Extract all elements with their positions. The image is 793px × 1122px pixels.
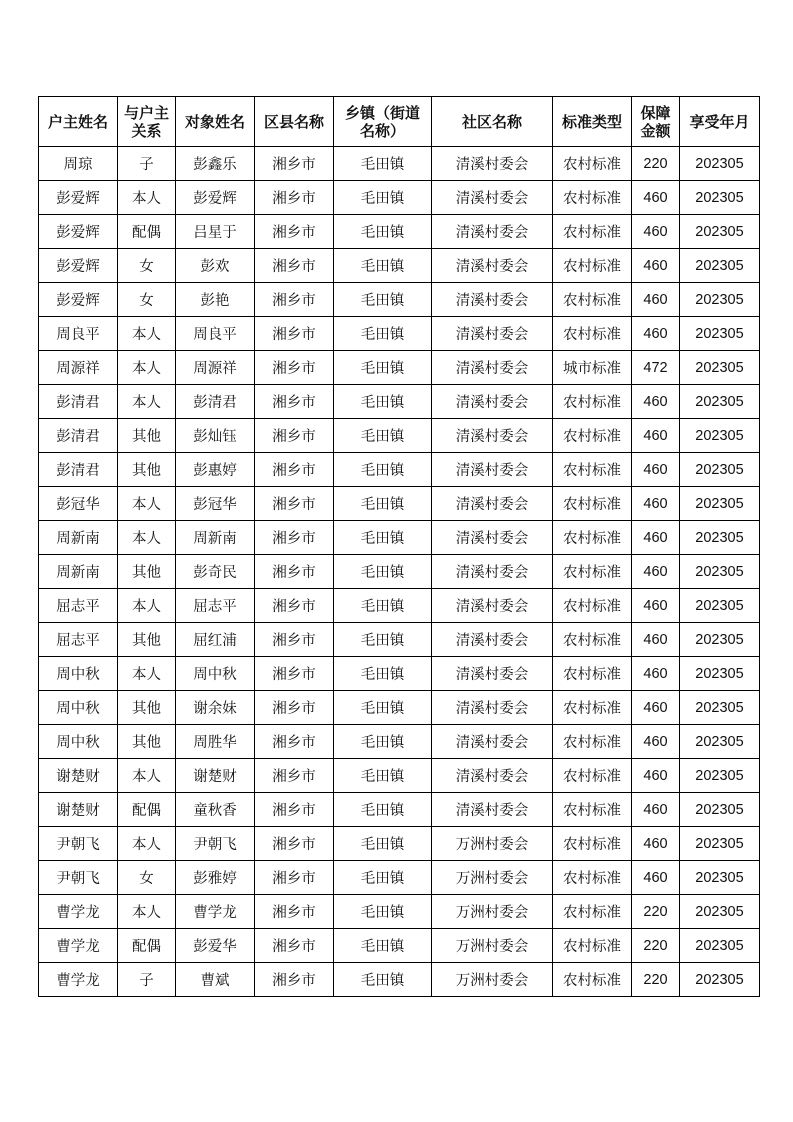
header-county-name [255, 97, 334, 147]
table-row [39, 725, 760, 759]
cell-relationship: 其他 [118, 419, 176, 453]
cell-county: 湘乡市 [255, 895, 334, 929]
cell-county: 湘乡市 [255, 623, 334, 657]
cell-benefit-month: 202305 [680, 215, 760, 249]
cell-allowance-amount: 460 [632, 759, 680, 793]
cell-benefit-month: 202305 [680, 963, 760, 997]
cell-county: 湘乡市 [255, 555, 334, 589]
header-relationship [118, 97, 176, 147]
cell-township: 毛田镇 [334, 351, 432, 385]
cell-community: 万洲村委会 [432, 929, 553, 963]
cell-allowance-amount: 460 [632, 283, 680, 317]
cell-county: 湘乡市 [255, 419, 334, 453]
cell-recipient-name: 彭欢 [176, 249, 255, 283]
cell-recipient-name: 周源祥 [176, 351, 255, 385]
table-row [39, 657, 760, 691]
table-row [39, 963, 760, 997]
cell-county: 湘乡市 [255, 317, 334, 351]
table-row [39, 691, 760, 725]
cell-householder-name: 彭爱辉 [39, 215, 118, 249]
cell-township: 毛田镇 [334, 657, 432, 691]
cell-relationship: 其他 [118, 453, 176, 487]
cell-standard-type: 农村标准 [553, 759, 632, 793]
cell-county: 湘乡市 [255, 521, 334, 555]
cell-allowance-amount: 460 [632, 725, 680, 759]
cell-township: 毛田镇 [334, 759, 432, 793]
cell-county: 湘乡市 [255, 589, 334, 623]
cell-householder-name: 屈志平 [39, 589, 118, 623]
cell-standard-type: 农村标准 [553, 929, 632, 963]
cell-recipient-name: 曹斌 [176, 963, 255, 997]
table-row [39, 623, 760, 657]
cell-township: 毛田镇 [334, 691, 432, 725]
cell-standard-type: 农村标准 [553, 793, 632, 827]
cell-relationship: 其他 [118, 725, 176, 759]
cell-recipient-name: 周胜华 [176, 725, 255, 759]
cell-benefit-month: 202305 [680, 759, 760, 793]
cell-benefit-month: 202305 [680, 385, 760, 419]
cell-township: 毛田镇 [334, 725, 432, 759]
assistance-roster-table [38, 96, 760, 997]
cell-community: 清溪村委会 [432, 793, 553, 827]
cell-benefit-month: 202305 [680, 521, 760, 555]
cell-community: 清溪村委会 [432, 589, 553, 623]
cell-benefit-month: 202305 [680, 657, 760, 691]
cell-benefit-month: 202305 [680, 589, 760, 623]
cell-householder-name: 周源祥 [39, 351, 118, 385]
cell-relationship: 女 [118, 249, 176, 283]
cell-township: 毛田镇 [334, 317, 432, 351]
table-row [39, 929, 760, 963]
cell-benefit-month: 202305 [680, 147, 760, 181]
header-label-line: 与户主 [123, 103, 169, 122]
cell-householder-name: 周新南 [39, 521, 118, 555]
cell-allowance-amount: 460 [632, 419, 680, 453]
table-row [39, 793, 760, 827]
header-standard-type [553, 97, 632, 147]
cell-standard-type: 农村标准 [553, 419, 632, 453]
cell-county: 湘乡市 [255, 793, 334, 827]
cell-benefit-month: 202305 [680, 453, 760, 487]
cell-community: 清溪村委会 [432, 623, 553, 657]
cell-benefit-month: 202305 [680, 793, 760, 827]
table-row [39, 487, 760, 521]
cell-standard-type: 城市标准 [553, 351, 632, 385]
cell-allowance-amount: 220 [632, 147, 680, 181]
header-label-line: 乡镇（街道 [344, 103, 420, 122]
header-allowance-amount [632, 97, 680, 147]
cell-relationship: 配偶 [118, 215, 176, 249]
cell-township: 毛田镇 [334, 215, 432, 249]
table-row [39, 589, 760, 623]
cell-township: 毛田镇 [334, 827, 432, 861]
cell-relationship: 本人 [118, 487, 176, 521]
cell-benefit-month: 202305 [680, 283, 760, 317]
header-label-line: 对象姓名 [184, 112, 245, 131]
cell-recipient-name: 彭艳 [176, 283, 255, 317]
header-township-name [334, 97, 432, 147]
cell-householder-name: 谢楚财 [39, 759, 118, 793]
cell-recipient-name: 吕星于 [176, 215, 255, 249]
cell-recipient-name: 曹学龙 [176, 895, 255, 929]
cell-benefit-month: 202305 [680, 623, 760, 657]
cell-standard-type: 农村标准 [553, 725, 632, 759]
cell-benefit-month: 202305 [680, 929, 760, 963]
cell-community: 清溪村委会 [432, 317, 553, 351]
cell-county: 湘乡市 [255, 283, 334, 317]
header-label-line: 标准类型 [561, 112, 622, 131]
cell-township: 毛田镇 [334, 793, 432, 827]
cell-relationship: 配偶 [118, 793, 176, 827]
cell-community: 清溪村委会 [432, 453, 553, 487]
cell-householder-name: 周琼 [39, 147, 118, 181]
cell-township: 毛田镇 [334, 249, 432, 283]
cell-relationship: 本人 [118, 385, 176, 419]
cell-recipient-name: 周新南 [176, 521, 255, 555]
cell-benefit-month: 202305 [680, 419, 760, 453]
table-body [39, 147, 760, 997]
cell-standard-type: 农村标准 [553, 691, 632, 725]
table-row [39, 555, 760, 589]
cell-householder-name: 周良平 [39, 317, 118, 351]
cell-recipient-name: 周良平 [176, 317, 255, 351]
cell-county: 湘乡市 [255, 759, 334, 793]
cell-standard-type: 农村标准 [553, 521, 632, 555]
cell-county: 湘乡市 [255, 215, 334, 249]
cell-county: 湘乡市 [255, 487, 334, 521]
cell-benefit-month: 202305 [680, 895, 760, 929]
cell-community: 清溪村委会 [432, 759, 553, 793]
cell-allowance-amount: 460 [632, 453, 680, 487]
header-label-line: 户主姓名 [47, 112, 108, 131]
cell-standard-type: 农村标准 [553, 249, 632, 283]
cell-relationship: 子 [118, 963, 176, 997]
cell-standard-type: 农村标准 [553, 657, 632, 691]
cell-allowance-amount: 460 [632, 487, 680, 521]
header-label-line: 关系 [131, 121, 162, 140]
cell-recipient-name: 彭爱辉 [176, 181, 255, 215]
cell-relationship: 其他 [118, 691, 176, 725]
cell-standard-type: 农村标准 [553, 555, 632, 589]
cell-county: 湘乡市 [255, 351, 334, 385]
cell-standard-type: 农村标准 [553, 181, 632, 215]
cell-householder-name: 彭爱辉 [39, 283, 118, 317]
cell-community: 清溪村委会 [432, 215, 553, 249]
cell-township: 毛田镇 [334, 419, 432, 453]
cell-county: 湘乡市 [255, 147, 334, 181]
cell-recipient-name: 彭奇民 [176, 555, 255, 589]
cell-benefit-month: 202305 [680, 181, 760, 215]
cell-benefit-month: 202305 [680, 555, 760, 589]
cell-householder-name: 彭清君 [39, 453, 118, 487]
cell-householder-name: 彭冠华 [39, 487, 118, 521]
cell-householder-name: 彭清君 [39, 419, 118, 453]
cell-community: 清溪村委会 [432, 147, 553, 181]
header-community-name [432, 97, 553, 147]
cell-county: 湘乡市 [255, 861, 334, 895]
cell-allowance-amount: 460 [632, 181, 680, 215]
cell-community: 清溪村委会 [432, 691, 553, 725]
cell-recipient-name: 屈红浦 [176, 623, 255, 657]
header-label-line: 名称） [359, 121, 405, 140]
cell-county: 湘乡市 [255, 657, 334, 691]
table-row [39, 861, 760, 895]
cell-township: 毛田镇 [334, 861, 432, 895]
cell-community: 万洲村委会 [432, 895, 553, 929]
cell-standard-type: 农村标准 [553, 589, 632, 623]
cell-relationship: 子 [118, 147, 176, 181]
cell-standard-type: 农村标准 [553, 895, 632, 929]
table-row [39, 521, 760, 555]
cell-allowance-amount: 460 [632, 385, 680, 419]
cell-standard-type: 农村标准 [553, 963, 632, 997]
cell-community: 清溪村委会 [432, 555, 553, 589]
cell-householder-name: 曹学龙 [39, 895, 118, 929]
cell-allowance-amount: 460 [632, 827, 680, 861]
cell-relationship: 本人 [118, 317, 176, 351]
cell-benefit-month: 202305 [680, 351, 760, 385]
table-row [39, 317, 760, 351]
cell-benefit-month: 202305 [680, 249, 760, 283]
cell-allowance-amount: 460 [632, 623, 680, 657]
cell-standard-type: 农村标准 [553, 283, 632, 317]
cell-county: 湘乡市 [255, 827, 334, 861]
cell-relationship: 其他 [118, 555, 176, 589]
cell-community: 清溪村委会 [432, 657, 553, 691]
cell-recipient-name: 彭惠婷 [176, 453, 255, 487]
header-benefit-month [680, 97, 760, 147]
cell-community: 清溪村委会 [432, 521, 553, 555]
cell-householder-name: 曹学龙 [39, 929, 118, 963]
cell-householder-name: 尹朝飞 [39, 861, 118, 895]
cell-allowance-amount: 460 [632, 793, 680, 827]
cell-householder-name: 屈志平 [39, 623, 118, 657]
cell-township: 毛田镇 [334, 453, 432, 487]
cell-recipient-name: 彭清君 [176, 385, 255, 419]
table-row [39, 827, 760, 861]
cell-benefit-month: 202305 [680, 317, 760, 351]
cell-recipient-name: 彭鑫乐 [176, 147, 255, 181]
cell-community: 万洲村委会 [432, 827, 553, 861]
cell-county: 湘乡市 [255, 929, 334, 963]
cell-householder-name: 周新南 [39, 555, 118, 589]
header-label-line: 区县名称 [263, 112, 324, 131]
cell-allowance-amount: 220 [632, 929, 680, 963]
cell-recipient-name: 谢楚财 [176, 759, 255, 793]
header-label-line: 保障 [640, 103, 671, 122]
cell-householder-name: 尹朝飞 [39, 827, 118, 861]
cell-county: 湘乡市 [255, 385, 334, 419]
cell-allowance-amount: 460 [632, 555, 680, 589]
cell-relationship: 本人 [118, 759, 176, 793]
cell-county: 湘乡市 [255, 453, 334, 487]
cell-standard-type: 农村标准 [553, 487, 632, 521]
cell-relationship: 女 [118, 283, 176, 317]
cell-householder-name: 谢楚财 [39, 793, 118, 827]
table-row [39, 351, 760, 385]
cell-township: 毛田镇 [334, 147, 432, 181]
cell-householder-name: 周中秋 [39, 691, 118, 725]
cell-standard-type: 农村标准 [553, 385, 632, 419]
cell-county: 湘乡市 [255, 249, 334, 283]
cell-allowance-amount: 460 [632, 215, 680, 249]
cell-county: 湘乡市 [255, 725, 334, 759]
cell-relationship: 配偶 [118, 929, 176, 963]
cell-householder-name: 彭爱辉 [39, 249, 118, 283]
cell-allowance-amount: 220 [632, 963, 680, 997]
cell-community: 清溪村委会 [432, 487, 553, 521]
cell-county: 湘乡市 [255, 963, 334, 997]
cell-township: 毛田镇 [334, 895, 432, 929]
table-row [39, 147, 760, 181]
cell-recipient-name: 彭冠华 [176, 487, 255, 521]
cell-recipient-name: 彭灿钰 [176, 419, 255, 453]
cell-standard-type: 农村标准 [553, 215, 632, 249]
cell-allowance-amount: 460 [632, 657, 680, 691]
cell-benefit-month: 202305 [680, 487, 760, 521]
cell-relationship: 本人 [118, 589, 176, 623]
table-row [39, 759, 760, 793]
cell-community: 清溪村委会 [432, 283, 553, 317]
table-row [39, 249, 760, 283]
cell-county: 湘乡市 [255, 691, 334, 725]
cell-township: 毛田镇 [334, 589, 432, 623]
cell-allowance-amount: 460 [632, 249, 680, 283]
cell-township: 毛田镇 [334, 555, 432, 589]
table-row [39, 181, 760, 215]
cell-community: 清溪村委会 [432, 385, 553, 419]
cell-community: 万洲村委会 [432, 963, 553, 997]
cell-township: 毛田镇 [334, 283, 432, 317]
cell-householder-name: 彭清君 [39, 385, 118, 419]
cell-benefit-month: 202305 [680, 725, 760, 759]
cell-recipient-name: 谢余妹 [176, 691, 255, 725]
cell-relationship: 本人 [118, 895, 176, 929]
header-row [39, 97, 760, 147]
cell-allowance-amount: 460 [632, 691, 680, 725]
cell-community: 清溪村委会 [432, 419, 553, 453]
table-row [39, 419, 760, 453]
cell-township: 毛田镇 [334, 487, 432, 521]
cell-township: 毛田镇 [334, 929, 432, 963]
cell-benefit-month: 202305 [680, 827, 760, 861]
header-householder-name [39, 97, 118, 147]
cell-allowance-amount: 460 [632, 521, 680, 555]
cell-allowance-amount: 460 [632, 317, 680, 351]
cell-standard-type: 农村标准 [553, 827, 632, 861]
cell-recipient-name: 屈志平 [176, 589, 255, 623]
cell-allowance-amount: 220 [632, 895, 680, 929]
cell-township: 毛田镇 [334, 385, 432, 419]
cell-householder-name: 曹学龙 [39, 963, 118, 997]
cell-township: 毛田镇 [334, 963, 432, 997]
cell-allowance-amount: 472 [632, 351, 680, 385]
cell-recipient-name: 周中秋 [176, 657, 255, 691]
table-row [39, 453, 760, 487]
cell-recipient-name: 童秋香 [176, 793, 255, 827]
cell-relationship: 其他 [118, 623, 176, 657]
table-row [39, 283, 760, 317]
cell-community: 清溪村委会 [432, 181, 553, 215]
cell-householder-name: 彭爱辉 [39, 181, 118, 215]
cell-relationship: 本人 [118, 351, 176, 385]
table-row [39, 895, 760, 929]
header-label-line: 享受年月 [689, 112, 750, 131]
table-row [39, 215, 760, 249]
header-recipient-name [176, 97, 255, 147]
cell-recipient-name: 尹朝飞 [176, 827, 255, 861]
cell-township: 毛田镇 [334, 181, 432, 215]
cell-standard-type: 农村标准 [553, 861, 632, 895]
cell-standard-type: 农村标准 [553, 147, 632, 181]
cell-recipient-name: 彭雅婷 [176, 861, 255, 895]
cell-relationship: 本人 [118, 827, 176, 861]
header-label-line: 社区名称 [461, 112, 522, 131]
table-row [39, 385, 760, 419]
cell-benefit-month: 202305 [680, 691, 760, 725]
cell-standard-type: 农村标准 [553, 623, 632, 657]
cell-community: 清溪村委会 [432, 351, 553, 385]
cell-recipient-name: 彭爱华 [176, 929, 255, 963]
cell-township: 毛田镇 [334, 623, 432, 657]
cell-community: 清溪村委会 [432, 725, 553, 759]
cell-relationship: 女 [118, 861, 176, 895]
cell-community: 万洲村委会 [432, 861, 553, 895]
cell-allowance-amount: 460 [632, 861, 680, 895]
cell-benefit-month: 202305 [680, 861, 760, 895]
cell-allowance-amount: 460 [632, 589, 680, 623]
cell-community: 清溪村委会 [432, 249, 553, 283]
cell-relationship: 本人 [118, 521, 176, 555]
header-label-line: 金额 [640, 121, 671, 140]
cell-standard-type: 农村标准 [553, 453, 632, 487]
cell-standard-type: 农村标准 [553, 317, 632, 351]
cell-householder-name: 周中秋 [39, 725, 118, 759]
cell-county: 湘乡市 [255, 181, 334, 215]
cell-relationship: 本人 [118, 657, 176, 691]
cell-township: 毛田镇 [334, 521, 432, 555]
cell-relationship: 本人 [118, 181, 176, 215]
cell-householder-name: 周中秋 [39, 657, 118, 691]
